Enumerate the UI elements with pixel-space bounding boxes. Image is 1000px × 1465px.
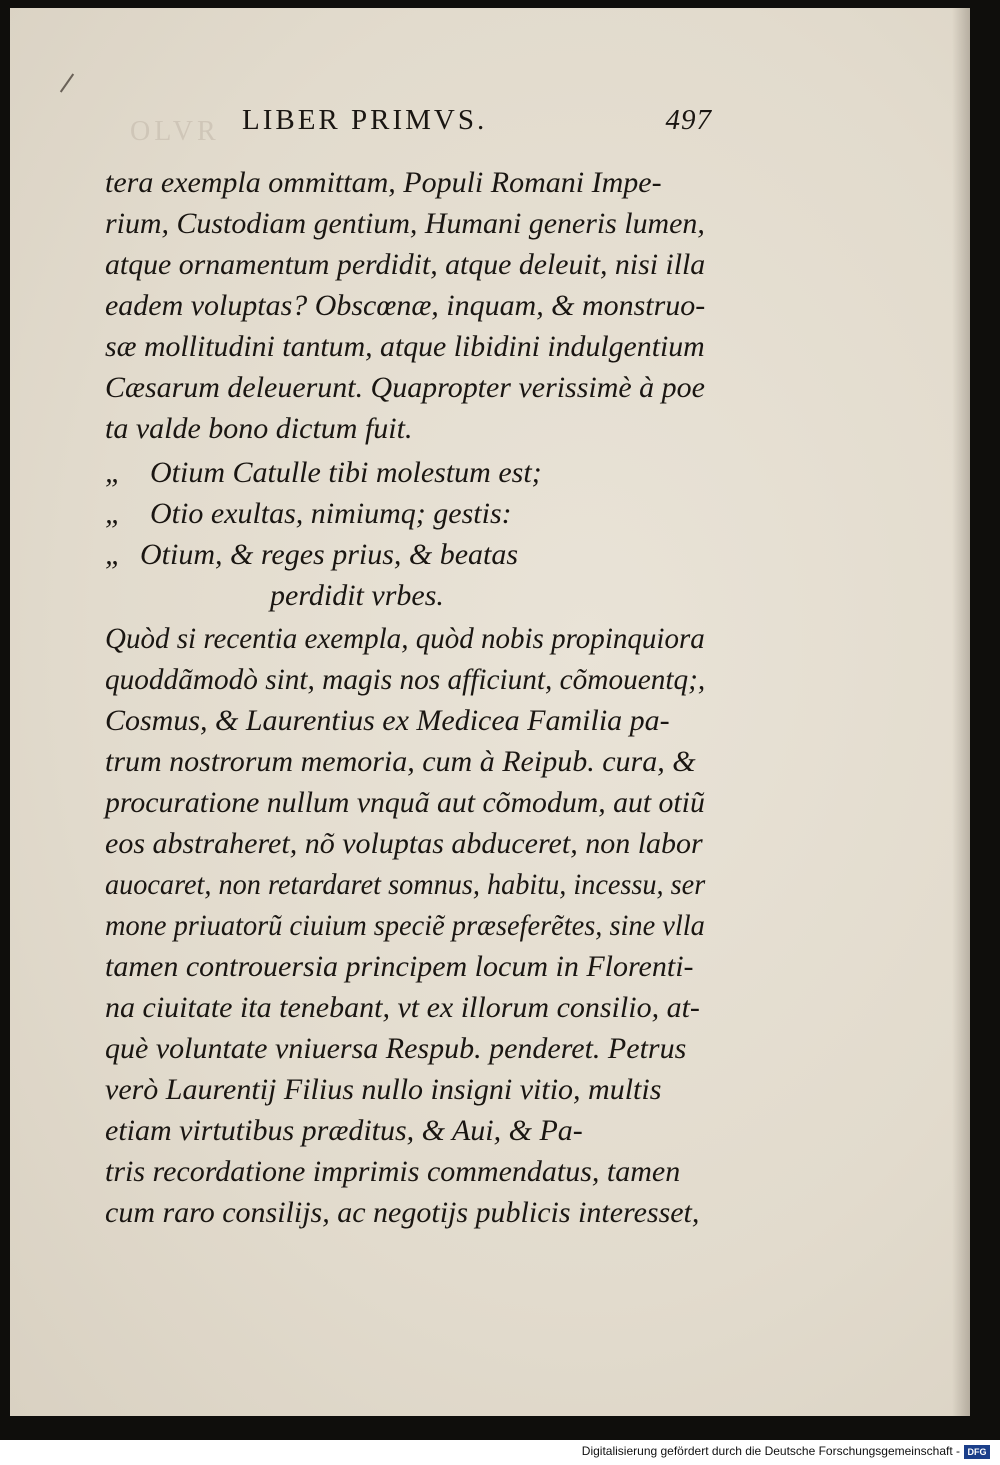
text-line: etiam virtutibus præditus, & Aui, & Pa- <box>105 1114 583 1147</box>
text-line: eos abstraheret, nõ voluptas abduceret, non labor <box>105 827 703 860</box>
running-head: LIBER PRIMVS. <box>242 104 488 136</box>
text-line: procuratione nullum vnquã aut cõmodum, aut otiũ <box>105 786 705 819</box>
quote-mark: „ <box>105 538 122 571</box>
text-line: verò Laurentij Filius nullo insigni vitio, multis <box>105 1073 662 1106</box>
text-line: tera exempla ommittam, Populi Romani Impe- <box>105 166 662 199</box>
funding-credit: Digitalisierung gefördert durch die Deutsche Forschungsgemeinschaft - <box>581 1444 960 1458</box>
text-line: Cosmus, & Laurentius ex Medicea Familia pa- <box>105 704 670 737</box>
text-line: mone priuatorũ ciuium speciẽ præseferẽtes, sine vlla <box>105 909 705 942</box>
text-line: quoddãmodò sint, magis nos afficiunt, cõmouentq;, <box>105 663 706 696</box>
verse-line <box>105 497 725 537</box>
pencil-mark <box>60 73 74 92</box>
verse-text: Otium Catulle tibi molestum est; <box>150 456 542 489</box>
bleed-through-text: OLVR <box>130 116 220 147</box>
book-page <box>10 8 970 1416</box>
quote-mark: „ <box>105 497 122 530</box>
text-line: na ciuitate ita tenebant, vt ex illorum consilio, at- <box>105 991 700 1024</box>
text-line: trum nostrorum memoria, cum à Reipub. cura, & <box>105 745 696 778</box>
text-line: eadem voluptas? Obscœnæ, inquam, & monstruo- <box>105 289 706 322</box>
page-header <box>242 102 712 142</box>
verse-text: Otium, & reges prius, & beatas <box>140 538 519 571</box>
verse-text: perdidit vrbes. <box>270 579 444 612</box>
page-number: 497 <box>665 104 712 136</box>
dfg-logo: DFG <box>964 1445 990 1459</box>
text-line: què voluntate vniuersa Respub. penderet. Petrus <box>105 1032 687 1065</box>
text-line: atque ornamentum perdidit, atque deleuit, nisi illa <box>105 248 706 281</box>
verse-line <box>105 456 725 496</box>
footer-bar <box>0 1440 1000 1465</box>
verse-line <box>105 579 725 619</box>
page-gutter-shadow <box>952 8 970 1416</box>
verse-line <box>105 538 725 578</box>
text-line: rium, Custodiam gentium, Humani generis lumen, <box>105 207 705 240</box>
text-line: auocaret, non retardaret somnus, habitu, incessu, ser <box>105 868 706 901</box>
text-line: ta valde bono dictum fuit. <box>105 412 413 445</box>
verse-text: Otio exultas, nimiumq; gestis: <box>150 497 512 530</box>
text-line: tamen controuersia principem locum in Florenti- <box>105 950 694 983</box>
text-line: Cæsarum deleuerunt. Quapropter verissimè à poe <box>105 371 705 404</box>
text-line: sæ mollitudini tantum, atque libidini indulgentium <box>105 330 705 363</box>
text-line: Quòd si recentia exempla, quòd nobis propinquiora <box>105 622 705 655</box>
quote-mark: „ <box>105 456 122 489</box>
text-line: cum raro consilijs, ac negotijs publicis interesset, <box>105 1196 700 1229</box>
text-line: tris recordatione imprimis commendatus, tamen <box>105 1155 681 1188</box>
